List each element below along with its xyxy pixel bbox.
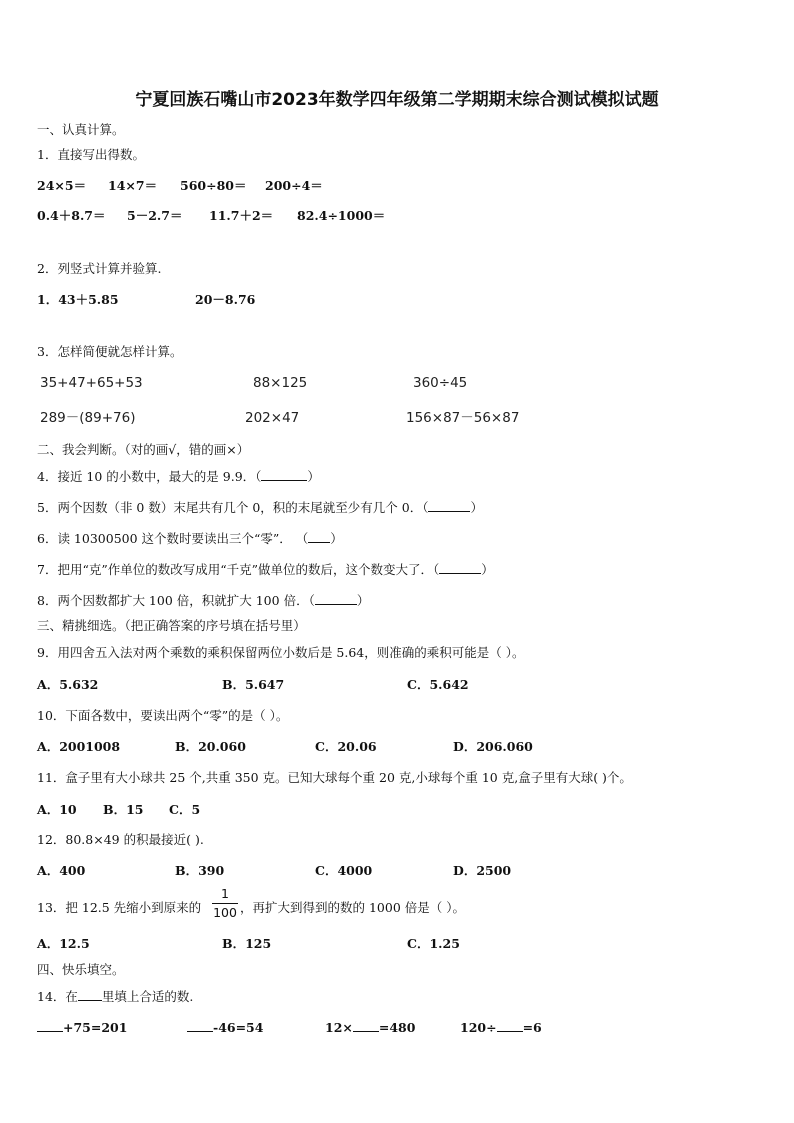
q10-option-c[interactable]: C．20.06 <box>315 739 377 754</box>
question-1-label: 1．直接写出得数。 <box>37 147 145 162</box>
judge-question-8: 8．两个因数都扩大 100 倍，积就扩大 100 倍．（ ） <box>37 593 370 608</box>
calc-1-1: 24×5＝ <box>37 178 87 193</box>
calc-1-7: 11.7＋2＝ <box>209 208 274 223</box>
q13-option-b[interactable]: B．125 <box>222 936 272 951</box>
simplify-5: 202×47 <box>245 410 300 426</box>
q9-option-b[interactable]: B．5.647 <box>222 677 285 692</box>
calc-1-8: 82.4÷1000＝ <box>297 208 386 223</box>
q12-option-a[interactable]: A．400 <box>37 863 86 878</box>
question-14-label: 14．在 里填上合适的数. <box>37 989 194 1004</box>
q10-option-b[interactable]: B．20.060 <box>175 739 246 754</box>
q12-option-b[interactable]: B．390 <box>175 863 225 878</box>
question-2-label: 2．列竖式计算并验算. <box>37 261 162 276</box>
question-text: 6．读 10300500 这个数时要读出三个“零”． （ <box>37 531 309 546</box>
answer-blank[interactable] <box>428 499 470 512</box>
answer-blank[interactable] <box>261 468 307 481</box>
vertical-calc-2: 20－8.76 <box>195 292 256 307</box>
q11-option-a[interactable]: A．10 <box>37 802 77 817</box>
choice-question-12: 12．80.8×49 的积最接近( ). <box>37 832 204 847</box>
fill-item-2: -46=54 <box>187 1019 263 1036</box>
answer-blank[interactable] <box>439 561 481 574</box>
q10-option-a[interactable]: A．2001008 <box>37 739 121 754</box>
simplify-3: 360÷45 <box>413 375 468 391</box>
calc-1-4: 200÷4＝ <box>265 178 323 193</box>
section-3-heading: 三、精挑细选。（把正确答案的序号填在括号里） <box>37 618 306 633</box>
answer-blank[interactable] <box>308 530 330 543</box>
fill-blank[interactable] <box>497 1019 523 1032</box>
choice-question-13-before: 13．把 12.5 先缩小到原来的 <box>37 900 202 915</box>
fraction-bar <box>212 903 238 904</box>
section-2-heading: 二、我会判断。（对的画√，错的画×） <box>37 442 250 457</box>
fill-item-4: 120÷ =6 <box>460 1020 542 1035</box>
simplify-4: 289－(89+76) <box>40 410 136 426</box>
vertical-calc-1: 1．43＋5.85 <box>37 292 119 307</box>
q9-option-c[interactable]: C．5.642 <box>407 677 469 692</box>
simplify-1: 35+47+65+53 <box>40 375 143 391</box>
answer-blank[interactable] <box>315 592 357 605</box>
calc-1-3: 560÷80＝ <box>180 178 247 193</box>
fill-blank[interactable] <box>37 1019 63 1032</box>
q10-option-d[interactable]: D．206.060 <box>453 739 533 754</box>
q9-option-a[interactable]: A．5.632 <box>37 677 99 692</box>
fill-item-3: 12× =480 <box>325 1020 416 1035</box>
judge-question-7: 7．把用“克”作单位的数改写成用“千克”做单位的数后，这个数变大了．（ ） <box>37 562 494 577</box>
fill-item-1: +75=201 <box>37 1019 127 1036</box>
choice-question-9: 9．用四舍五入法对两个乘数的乘积保留两位小数后是 5.64，则准确的乘积可能是（ ）。 <box>37 645 525 660</box>
fraction-numerator: 1 <box>221 886 229 901</box>
choice-question-10: 10．下面各数中，要读出两个“零”的是（ ）。 <box>37 708 289 723</box>
q13-option-c[interactable]: C．1.25 <box>407 936 460 951</box>
page-title: 宁夏回族石嘴山市2023年数学四年级第二学期期末综合测试模拟试题 <box>135 90 659 110</box>
choice-question-11: 11．盒子里有大小球共 25 个,共重 350 克。已知大球每个重 20 克,小球每个重 10 克,盒子里有大球( )个。 <box>37 770 632 785</box>
fraction-one-hundredth <box>212 886 238 921</box>
question-text: 5．两个因数（非 0 数）末尾共有几个 0，积的末尾就至少有几个 0．（ <box>37 500 429 515</box>
question-text: 8．两个因数都扩大 100 倍，积就扩大 100 倍．（ <box>37 593 315 608</box>
section-1-heading: 一、认真计算。 <box>37 122 125 137</box>
judge-question-5: 5．两个因数（非 0 数）末尾共有几个 0，积的末尾就至少有几个 0．（ ） <box>37 500 483 515</box>
fraction-denominator: 100 <box>213 905 237 920</box>
section-4-heading: 四、快乐填空。 <box>37 962 125 977</box>
judge-question-6: 6．读 10300500 这个数时要读出三个“零”． （ ） <box>37 531 343 546</box>
calc-1-2: 14×7＝ <box>108 178 158 193</box>
q12-option-c[interactable]: C．4000 <box>315 863 373 878</box>
simplify-2: 88×125 <box>253 375 308 391</box>
fill-blank[interactable] <box>187 1019 213 1032</box>
q11-option-c[interactable]: C．5 <box>169 802 201 817</box>
question-3-label: 3．怎样简便就怎样计算。 <box>37 344 183 359</box>
question-text: 7．把用“克”作单位的数改写成用“千克”做单位的数后，这个数变大了．（ <box>37 562 440 577</box>
fill-blank[interactable] <box>353 1019 379 1032</box>
question-text: 4．接近 10 的小数中，最大的是 9.9．（ <box>37 469 262 484</box>
blank-sample <box>78 988 102 1001</box>
q13-option-a[interactable]: A．12.5 <box>37 936 90 951</box>
simplify-6: 156×87－56×87 <box>406 410 520 426</box>
q11-option-b[interactable]: B．15 <box>103 802 144 817</box>
calc-1-5: 0.4＋8.7＝ <box>37 208 106 223</box>
judge-question-4: 4．接近 10 的小数中，最大的是 9.9．（ ） <box>37 469 320 484</box>
calc-1-6: 5－2.7＝ <box>127 208 183 223</box>
choice-question-13-after: ，再扩大到得到的数的 1000 倍是（ ）。 <box>240 900 465 915</box>
q12-option-d[interactable]: D．2500 <box>453 863 512 878</box>
